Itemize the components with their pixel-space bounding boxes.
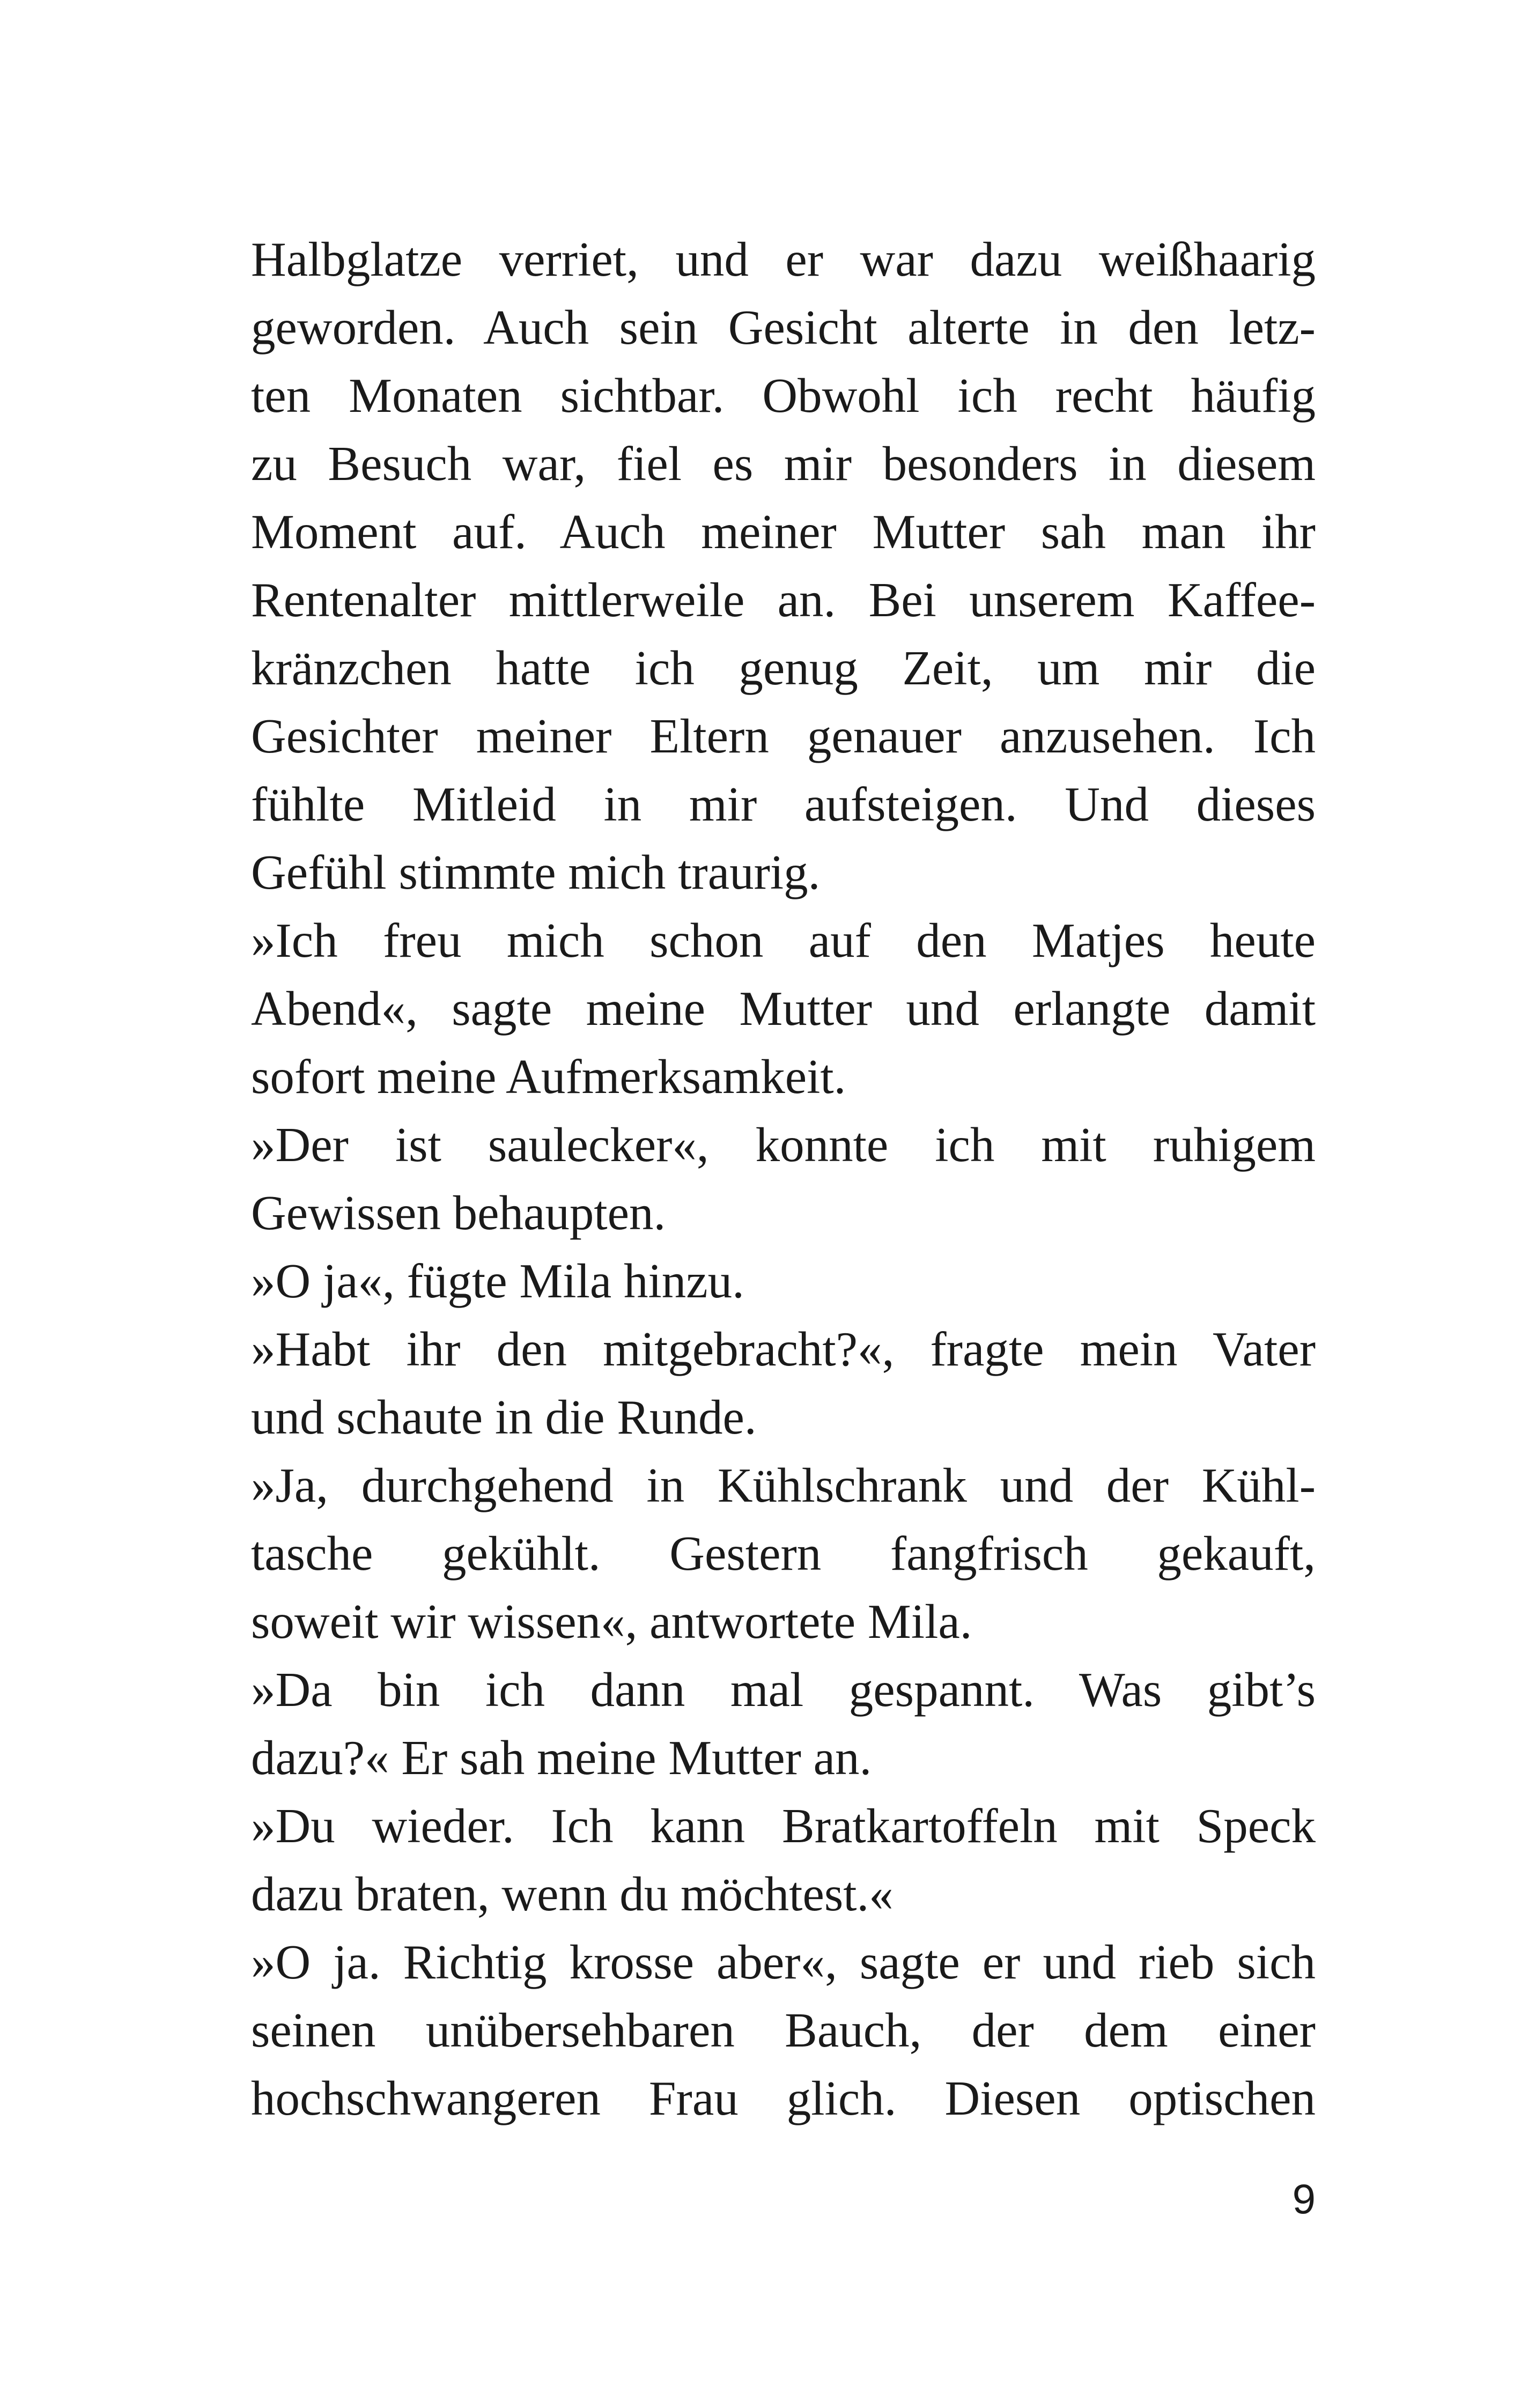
text-line: dazu braten, wenn du möchtest.«: [251, 1867, 894, 1921]
text-line: ten Monaten sichtbar. Obwohl ich recht häufig: [251, 368, 1316, 423]
text-line: hochschwangeren Frau glich. Diesen optischen: [251, 2071, 1316, 2125]
text-line: soweit wir wissen«, antwortete Mila.: [251, 1594, 972, 1649]
text-line: Gefühl stimmte mich traurig.: [251, 845, 821, 899]
text-line: Gewissen behaupten.: [251, 1186, 666, 1240]
text-line: zu Besuch war, fiel es mir besonders in diesem: [251, 437, 1316, 491]
text-line: tasche gekühlt. Gestern fangfrisch gekauft,: [251, 1526, 1316, 1580]
text-line: »Der ist saulecker«, konnte ich mit ruhigem: [251, 1118, 1316, 1172]
text-line: dazu?« Er sah meine Mutter an.: [251, 1731, 872, 1785]
text-line: geworden. Auch sein Gesicht alterte in den letz-: [251, 300, 1316, 354]
text-line: kränzchen hatte ich genug Zeit, um mir die: [251, 641, 1316, 695]
text-line: Gesichter meiner Eltern genauer anzusehen. Ich: [251, 709, 1316, 763]
text-line: Halbglatze verriet, und er war dazu weißhaarig: [251, 232, 1316, 286]
text-line: Rentenalter mittlerweile an. Bei unserem Kaffee-: [251, 573, 1316, 627]
text-line: sofort meine Aufmerksamkeit.: [251, 1050, 846, 1104]
text-line: »Ich freu mich schon auf den Matjes heute: [251, 913, 1316, 967]
text-line: fühlte Mitleid in mir aufsteigen. Und dieses: [251, 777, 1316, 831]
text-line: »O ja. Richtig krosse aber«, sagte er und rieb sich: [251, 1935, 1316, 1989]
text-line: Abend«, sagte meine Mutter und erlangte damit: [251, 981, 1316, 1036]
page-number: 9: [1292, 2175, 1316, 2222]
text-line: »Habt ihr den mitgebracht?«, fragte mein Vater: [251, 1322, 1316, 1376]
text-line: »Ja, durchgehend in Kühlschrank und der Kühl-: [251, 1458, 1316, 1512]
text-line: »Da bin ich dann mal gespannt. Was gibt’s: [251, 1663, 1316, 1717]
text-line: seinen unübersehbaren Bauch, der dem einer: [251, 2003, 1316, 2057]
text-line: »O ja«, fügte Mila hinzu.: [251, 1254, 744, 1308]
body-text: [251, 225, 1316, 2132]
text-line: und schaute in die Runde.: [251, 1390, 757, 1444]
text-line: Moment auf. Auch meiner Mutter sah man ihr: [251, 505, 1316, 559]
text-line: »Du wieder. Ich kann Bratkartoffeln mit Speck: [251, 1799, 1316, 1853]
